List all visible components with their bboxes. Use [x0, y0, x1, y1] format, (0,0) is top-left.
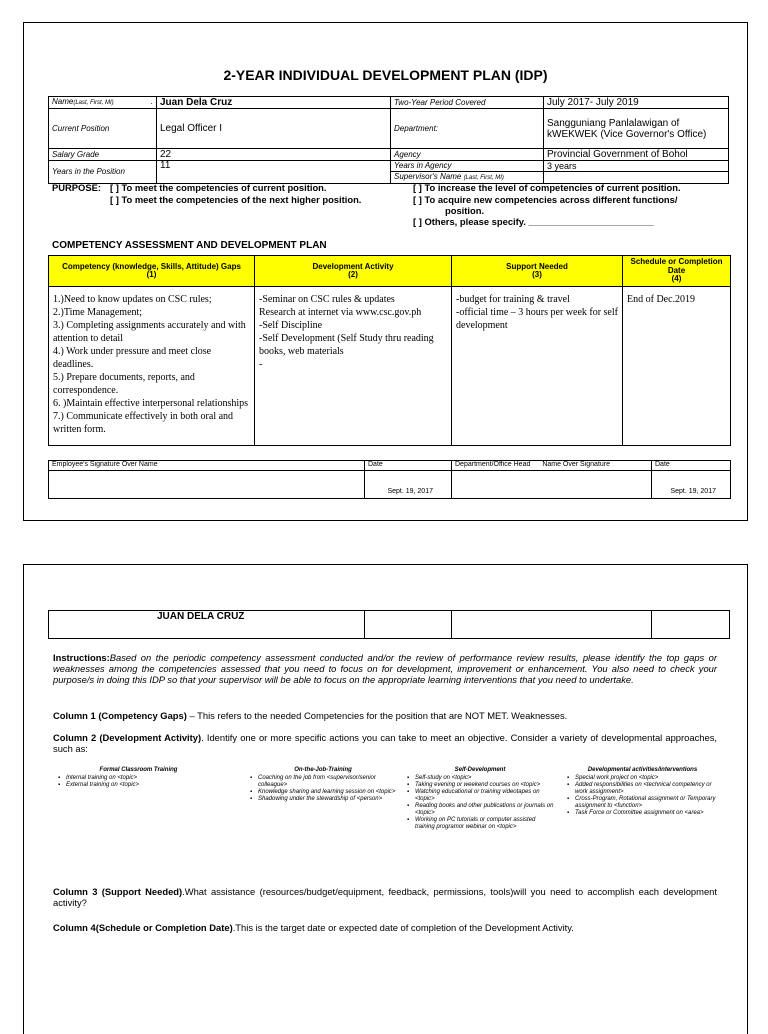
activity-item: -Self Development (Self Study thru reading books, web materials — [259, 333, 434, 357]
gaps-cell — [49, 287, 255, 446]
dev-type-item: ▪ Watching educational or training videotapes on <topic> — [415, 789, 555, 803]
employee-name: JUAN DELA CRUZ — [49, 611, 365, 639]
position-value: Legal Officer I — [157, 109, 391, 149]
salary-label: Salary Grade — [49, 149, 157, 161]
supervisor-label-sub: (Last, First, MI) — [463, 175, 504, 181]
dev-type-item: ▪ Taking evening or weekend courses on <topic> — [415, 782, 555, 789]
agency-value: Provincial Government of Bohol — [544, 149, 729, 161]
dev-type-item: ▪ Task Force or Committee assignment on <area> — [575, 810, 720, 817]
purpose-option-higher: [ ] To meet the competencies of the next higher position. — [110, 194, 362, 205]
name-label: Name — [52, 97, 74, 106]
column4-label: Column 4(Schedule or Completion Date) — [53, 922, 233, 933]
agency-label: Agency — [391, 149, 544, 161]
gap-item: 5.) Prepare documents, reports, and correspondence. — [53, 372, 195, 396]
employee-info-table — [48, 96, 729, 184]
dev-type-heading: On-the-Job-Training — [294, 767, 352, 773]
head-signature-cell — [452, 461, 652, 499]
dev-type-item: ▪ Working on PC tutorials or computer assisted training programor webinar on <topic> — [415, 817, 555, 831]
head-label: Department/Office Head — [455, 461, 531, 468]
purpose-label: PURPOSE: — [52, 182, 101, 193]
years-position-value: 11 — [157, 161, 391, 184]
head-date-cell — [652, 461, 731, 499]
schedule-cell — [623, 287, 731, 446]
gap-item: 7.) Communicate effectively in both oral and written form. — [53, 411, 234, 435]
dev-type-item: ▪ Coaching on the job from <supervisor/senior colleague> — [258, 775, 398, 789]
name-row-cell — [652, 611, 730, 639]
years-agency-label: Years in Agency — [391, 161, 544, 172]
header-schedule: Schedule or Completion Date (4) — [623, 256, 731, 287]
column1-paragraph — [53, 710, 717, 721]
header-support: Support Needed (3) — [452, 256, 623, 287]
dev-type-item: ▪ Knowledge sharing and learning session on <topic> — [258, 789, 398, 796]
purpose-option-acquire: [ ] To acquire new competencies across different functions/ — [413, 194, 678, 205]
name-label-sub: (Last, First, MI) — [73, 100, 114, 106]
name-dot: . — [150, 97, 153, 106]
years-agency-value: 3 years — [544, 161, 729, 172]
gap-item: 1.)Need to know updates on CSC rules; — [53, 294, 212, 305]
column3-label: Column 3 (Support Needed) — [53, 886, 183, 897]
salary-value: 22 — [157, 149, 391, 161]
activities-cell — [255, 287, 452, 446]
column3-paragraph — [53, 886, 717, 908]
position-label: Current Position — [49, 109, 157, 149]
name-row-cell — [452, 611, 652, 639]
gap-item: 4.) Work under pressure and meet close deadlines. — [53, 346, 212, 370]
purpose-option-others: [ ] Others, please specify. ________________________ — [413, 216, 654, 227]
employee-signature-cell — [49, 461, 365, 499]
gap-item: 3.) Completing assignments accurately and with attention to detail — [53, 320, 246, 344]
dev-type-item: ▪ Cross-Program, Rotational assignment or Temporary assignment to <function> — [575, 796, 720, 810]
competency-table — [48, 255, 731, 446]
head-date-value: Sept. 19, 2017 — [670, 488, 716, 495]
column1-text: – This refers to the needed Competencies for the position that are NOT MET. Weaknesses. — [186, 710, 568, 721]
years-position-label: Years in the Position — [49, 161, 157, 184]
column4-paragraph — [53, 922, 717, 933]
dev-type-item: ▪ Special work project on <topic> — [575, 775, 720, 782]
instructions-paragraph — [53, 652, 717, 685]
column4-text: .This is the target date or expected date of completion of the Development Activity. — [232, 922, 574, 933]
dev-type-item: ▪ Reading books and other publications or journals on <topic> — [415, 803, 555, 817]
dev-type-self — [405, 767, 555, 831]
schedule-value: End of Dec.2019 — [627, 294, 696, 305]
purpose-option-increase: [ ] To increase the level of competencies of current position. — [413, 182, 681, 193]
dev-type-item: ▪ Added responsibilities on <technical competency or work assignment> — [575, 782, 720, 796]
header-gaps: Competency (knowledge, Skills, Attitude) Gaps (1) — [49, 256, 255, 287]
name-value: Juan Dela Cruz — [157, 97, 391, 109]
department-value: Sangguniang Panlalawigan of kWEKWEK (Vice Governor's Office) — [544, 109, 729, 149]
dev-type-item: ▪ Self-study on <topic> — [415, 775, 555, 782]
purpose-option-acquire-cont: position. — [445, 205, 485, 216]
employee-signature-label: Employee's Signature Over Name — [52, 461, 158, 468]
activity-item: - — [259, 359, 263, 370]
gap-item: 6. )Maintain effective interpersonal relationships — [53, 398, 249, 409]
dev-type-heading: Formal Classroom Training — [99, 767, 178, 773]
support-item: -official time – 3 hours per week for self development — [456, 307, 618, 331]
column3-text: .What assistance (resources/budget/equipment, feedback, permissions, tools)will you need to accomplish each development activity? — [53, 886, 717, 908]
purpose-option-current: [ ] To meet the competencies of current position. — [110, 182, 327, 193]
dev-type-interventions — [565, 767, 720, 817]
department-label: Department: — [391, 109, 544, 149]
head-date-label: Date — [655, 461, 670, 468]
support-item: -budget for training & travel — [456, 294, 570, 305]
employee-date-label: Date — [368, 461, 383, 468]
activity-item: Research at internet via www.csc.gov.ph — [259, 307, 422, 318]
column2-paragraph — [53, 732, 717, 754]
dev-type-ojt — [248, 767, 398, 803]
support-cell — [452, 287, 623, 446]
idp-page-2 — [23, 564, 748, 1034]
dev-type-formal — [56, 767, 221, 789]
activity-item: -Seminar on CSC rules & updates — [259, 294, 395, 305]
period-value: July 2017- July 2019 — [544, 97, 729, 109]
signature-divider — [48, 470, 730, 471]
idp-page-1 — [23, 22, 748, 521]
dev-type-item: ▪ Shadowing under the stewardship of <person> — [258, 796, 398, 803]
gap-item: 2.)Time Management; — [53, 307, 143, 318]
dev-type-item: ▪ External training on <topic> — [66, 782, 221, 789]
dev-type-item: ▪ Internal training on <topic> — [66, 775, 221, 782]
employee-date-value: Sept. 19, 2017 — [387, 488, 433, 495]
signature-table — [48, 460, 731, 499]
name-row-cell — [365, 611, 452, 639]
supervisor-label: Supervisor's Name — [394, 172, 462, 181]
instructions-label: Instructions: — [53, 652, 110, 663]
section-heading: COMPETENCY ASSESSMENT AND DEVELOPMENT PLAN — [52, 240, 327, 251]
name-label-cell — [49, 97, 157, 109]
dev-type-heading: Self-Development — [454, 767, 506, 773]
document-title: 2-YEAR INDIVIDUAL DEVELOPMENT PLAN (IDP) — [223, 67, 548, 83]
period-label: Two-Year Period Covered — [391, 97, 544, 109]
head-sublabel: Name Over Signature — [542, 461, 611, 468]
column2-text: . Identify one or more specific actions you can take to meet an objective. Consider a variety of developmental approaches, such as: — [53, 732, 717, 754]
employee-date-cell — [365, 461, 452, 499]
dev-type-heading: Developmental activities/interventions — [587, 767, 698, 773]
header-activity: Development Activity (2) — [255, 256, 452, 287]
instructions-text: Based on the periodic competency assessment conducted and/or the review of performance review results, please identify the top gaps or weaknesses among the competencies assessed that you need to focus on for development, improvement or enhancement. You also need to check your purpose/s in doing this IDP so that your supervisor will be able to focus on the appropriate learning interventions that you need to undertake. — [53, 652, 717, 685]
column1-label: Column 1 (Competency Gaps) — [53, 710, 187, 721]
column2-label: Column 2 (Development Activity) — [53, 732, 202, 743]
activity-item: -Self Discipline — [259, 320, 323, 331]
name-header-table — [48, 610, 730, 639]
